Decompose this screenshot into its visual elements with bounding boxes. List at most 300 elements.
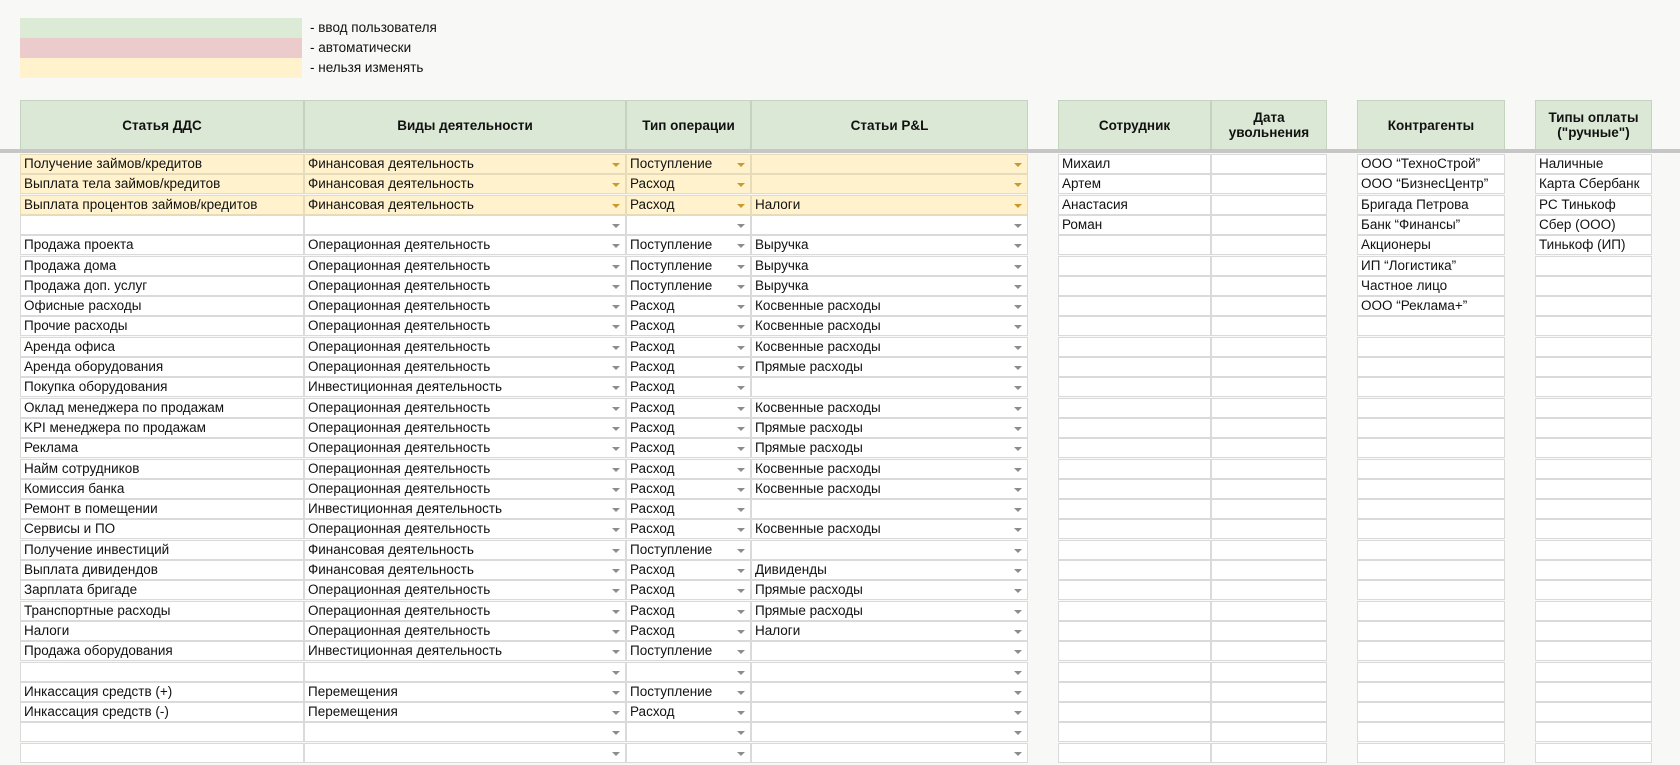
dropdown-arrow-icon[interactable] xyxy=(612,407,620,411)
cell-dds[interactable] xyxy=(20,580,304,600)
cell-activity[interactable] xyxy=(304,560,626,580)
dropdown-arrow-icon[interactable] xyxy=(1014,711,1022,715)
dropdown-arrow-icon[interactable] xyxy=(737,183,745,187)
cell-counterparty[interactable] xyxy=(1357,459,1505,479)
cell-dds[interactable] xyxy=(20,438,304,458)
cell-optype[interactable] xyxy=(626,621,751,641)
dropdown-arrow-icon[interactable] xyxy=(737,650,745,654)
cell-optype[interactable] xyxy=(626,519,751,539)
dropdown-arrow-icon[interactable] xyxy=(1014,569,1022,573)
cell-pl[interactable] xyxy=(751,154,1028,174)
cell-dds[interactable] xyxy=(20,174,304,194)
cell-employee[interactable] xyxy=(1058,377,1211,397)
dropdown-arrow-icon[interactable] xyxy=(612,528,620,532)
cell-employee[interactable] xyxy=(1058,296,1211,316)
cell-employee[interactable] xyxy=(1058,398,1211,418)
cell-employee[interactable] xyxy=(1058,195,1211,215)
dropdown-arrow-icon[interactable] xyxy=(1014,528,1022,532)
cell-optype[interactable] xyxy=(626,316,751,336)
cell-employee[interactable] xyxy=(1058,438,1211,458)
dropdown-arrow-icon[interactable] xyxy=(1014,244,1022,248)
dropdown-arrow-icon[interactable] xyxy=(1014,549,1022,553)
cell-dds[interactable] xyxy=(20,154,304,174)
cell-pl[interactable] xyxy=(751,540,1028,560)
cell-activity[interactable] xyxy=(304,743,626,763)
cell-dismissal[interactable] xyxy=(1211,682,1327,702)
cell-dds[interactable] xyxy=(20,621,304,641)
cell-payment-type[interactable] xyxy=(1535,722,1652,742)
cell-pl[interactable] xyxy=(751,235,1028,255)
dropdown-arrow-icon[interactable] xyxy=(1014,366,1022,370)
cell-employee[interactable] xyxy=(1058,316,1211,336)
cell-optype[interactable] xyxy=(626,215,751,235)
cell-dismissal[interactable] xyxy=(1211,459,1327,479)
dropdown-arrow-icon[interactable] xyxy=(1014,407,1022,411)
dropdown-arrow-icon[interactable] xyxy=(1014,447,1022,451)
dropdown-arrow-icon[interactable] xyxy=(1014,691,1022,695)
header-dds[interactable]: Статья ДДС xyxy=(20,100,304,150)
dropdown-arrow-icon[interactable] xyxy=(737,305,745,309)
dropdown-arrow-icon[interactable] xyxy=(737,589,745,593)
dropdown-arrow-icon[interactable] xyxy=(1014,163,1022,167)
cell-pl[interactable] xyxy=(751,377,1028,397)
cell-activity[interactable] xyxy=(304,438,626,458)
dropdown-arrow-icon[interactable] xyxy=(1014,671,1022,675)
cell-employee[interactable] xyxy=(1058,621,1211,641)
cell-dismissal[interactable] xyxy=(1211,418,1327,438)
cell-optype[interactable] xyxy=(626,743,751,763)
dropdown-arrow-icon[interactable] xyxy=(737,285,745,289)
cell-employee[interactable] xyxy=(1058,154,1211,174)
cell-optype[interactable] xyxy=(626,601,751,621)
cell-pl[interactable] xyxy=(751,743,1028,763)
cell-payment-type[interactable] xyxy=(1535,499,1652,519)
cell-counterparty[interactable] xyxy=(1357,621,1505,641)
cell-dismissal[interactable] xyxy=(1211,398,1327,418)
dropdown-arrow-icon[interactable] xyxy=(612,285,620,289)
cell-pl[interactable] xyxy=(751,641,1028,661)
cell-activity[interactable] xyxy=(304,621,626,641)
header-counterparties[interactable]: Контрагенты xyxy=(1357,100,1505,150)
cell-pl[interactable] xyxy=(751,662,1028,682)
dropdown-arrow-icon[interactable] xyxy=(1014,325,1022,329)
cell-pl[interactable] xyxy=(751,195,1028,215)
dropdown-arrow-icon[interactable] xyxy=(737,224,745,228)
dropdown-arrow-icon[interactable] xyxy=(612,671,620,675)
cell-counterparty[interactable] xyxy=(1357,540,1505,560)
dropdown-arrow-icon[interactable] xyxy=(737,671,745,675)
dropdown-arrow-icon[interactable] xyxy=(737,508,745,512)
cell-counterparty[interactable] xyxy=(1357,154,1505,174)
cell-dds[interactable] xyxy=(20,702,304,722)
dropdown-arrow-icon[interactable] xyxy=(737,610,745,614)
cell-activity[interactable] xyxy=(304,459,626,479)
dropdown-arrow-icon[interactable] xyxy=(737,427,745,431)
cell-activity[interactable] xyxy=(304,215,626,235)
cell-activity[interactable] xyxy=(304,174,626,194)
dropdown-arrow-icon[interactable] xyxy=(1014,204,1022,208)
dropdown-arrow-icon[interactable] xyxy=(737,549,745,553)
cell-employee[interactable] xyxy=(1058,215,1211,235)
cell-activity[interactable] xyxy=(304,357,626,377)
cell-dismissal[interactable] xyxy=(1211,560,1327,580)
dropdown-arrow-icon[interactable] xyxy=(612,731,620,735)
cell-dismissal[interactable] xyxy=(1211,195,1327,215)
dropdown-arrow-icon[interactable] xyxy=(1014,610,1022,614)
cell-activity[interactable] xyxy=(304,479,626,499)
cell-payment-type[interactable] xyxy=(1535,438,1652,458)
cell-employee[interactable] xyxy=(1058,418,1211,438)
cell-counterparty[interactable] xyxy=(1357,580,1505,600)
dropdown-arrow-icon[interactable] xyxy=(1014,752,1022,756)
cell-payment-type[interactable] xyxy=(1535,580,1652,600)
cell-pl[interactable] xyxy=(751,398,1028,418)
dropdown-arrow-icon[interactable] xyxy=(1014,224,1022,228)
cell-employee[interactable] xyxy=(1058,641,1211,661)
cell-pl[interactable] xyxy=(751,459,1028,479)
cell-payment-type[interactable] xyxy=(1535,560,1652,580)
cell-dds[interactable] xyxy=(20,459,304,479)
cell-optype[interactable] xyxy=(626,662,751,682)
dropdown-arrow-icon[interactable] xyxy=(612,183,620,187)
cell-activity[interactable] xyxy=(304,296,626,316)
cell-optype[interactable] xyxy=(626,154,751,174)
dropdown-arrow-icon[interactable] xyxy=(1014,630,1022,634)
cell-pl[interactable] xyxy=(751,337,1028,357)
dropdown-arrow-icon[interactable] xyxy=(612,204,620,208)
cell-pl[interactable] xyxy=(751,601,1028,621)
cell-activity[interactable] xyxy=(304,519,626,539)
dropdown-arrow-icon[interactable] xyxy=(737,468,745,472)
cell-payment-type[interactable] xyxy=(1535,256,1652,276)
cell-dds[interactable] xyxy=(20,641,304,661)
cell-dds[interactable] xyxy=(20,519,304,539)
cell-dismissal[interactable] xyxy=(1211,377,1327,397)
dropdown-arrow-icon[interactable] xyxy=(612,447,620,451)
header-dismissal[interactable]: Дата увольнения xyxy=(1211,100,1327,150)
cell-payment-type[interactable] xyxy=(1535,296,1652,316)
cell-dismissal[interactable] xyxy=(1211,580,1327,600)
cell-counterparty[interactable] xyxy=(1357,215,1505,235)
cell-pl[interactable] xyxy=(751,580,1028,600)
cell-counterparty[interactable] xyxy=(1357,256,1505,276)
cell-optype[interactable] xyxy=(626,722,751,742)
cell-pl[interactable] xyxy=(751,276,1028,296)
cell-dds[interactable] xyxy=(20,418,304,438)
dropdown-arrow-icon[interactable] xyxy=(612,610,620,614)
cell-dismissal[interactable] xyxy=(1211,540,1327,560)
cell-payment-type[interactable] xyxy=(1535,377,1652,397)
dropdown-arrow-icon[interactable] xyxy=(1014,589,1022,593)
header-pl[interactable]: Статьи P&L xyxy=(751,100,1028,150)
cell-optype[interactable] xyxy=(626,682,751,702)
cell-activity[interactable] xyxy=(304,722,626,742)
header-payment-types[interactable]: Типы оплаты ("ручные") xyxy=(1535,100,1652,150)
dropdown-arrow-icon[interactable] xyxy=(737,366,745,370)
cell-payment-type[interactable] xyxy=(1535,398,1652,418)
cell-employee[interactable] xyxy=(1058,479,1211,499)
dropdown-arrow-icon[interactable] xyxy=(612,711,620,715)
cell-counterparty[interactable] xyxy=(1357,195,1505,215)
dropdown-arrow-icon[interactable] xyxy=(612,244,620,248)
cell-employee[interactable] xyxy=(1058,560,1211,580)
cell-pl[interactable] xyxy=(751,296,1028,316)
dropdown-arrow-icon[interactable] xyxy=(1014,731,1022,735)
dropdown-arrow-icon[interactable] xyxy=(612,325,620,329)
cell-payment-type[interactable] xyxy=(1535,621,1652,641)
cell-pl[interactable] xyxy=(751,418,1028,438)
cell-employee[interactable] xyxy=(1058,499,1211,519)
cell-employee[interactable] xyxy=(1058,256,1211,276)
cell-optype[interactable] xyxy=(626,398,751,418)
cell-dismissal[interactable] xyxy=(1211,743,1327,763)
cell-dds[interactable] xyxy=(20,337,304,357)
dropdown-arrow-icon[interactable] xyxy=(1014,650,1022,654)
cell-optype[interactable] xyxy=(626,459,751,479)
cell-counterparty[interactable] xyxy=(1357,743,1505,763)
cell-payment-type[interactable] xyxy=(1535,215,1652,235)
cell-optype[interactable] xyxy=(626,296,751,316)
cell-dds[interactable] xyxy=(20,256,304,276)
dropdown-arrow-icon[interactable] xyxy=(612,265,620,269)
dropdown-arrow-icon[interactable] xyxy=(612,366,620,370)
cell-counterparty[interactable] xyxy=(1357,316,1505,336)
cell-activity[interactable] xyxy=(304,641,626,661)
cell-optype[interactable] xyxy=(626,702,751,722)
cell-payment-type[interactable] xyxy=(1535,479,1652,499)
dropdown-arrow-icon[interactable] xyxy=(737,528,745,532)
dropdown-arrow-icon[interactable] xyxy=(737,711,745,715)
dropdown-arrow-icon[interactable] xyxy=(737,265,745,269)
cell-payment-type[interactable] xyxy=(1535,154,1652,174)
cell-activity[interactable] xyxy=(304,256,626,276)
dropdown-arrow-icon[interactable] xyxy=(612,427,620,431)
cell-pl[interactable] xyxy=(751,519,1028,539)
cell-employee[interactable] xyxy=(1058,276,1211,296)
cell-dismissal[interactable] xyxy=(1211,337,1327,357)
cell-dismissal[interactable] xyxy=(1211,296,1327,316)
cell-dds[interactable] xyxy=(20,195,304,215)
dropdown-arrow-icon[interactable] xyxy=(1014,346,1022,350)
cell-counterparty[interactable] xyxy=(1357,519,1505,539)
cell-payment-type[interactable] xyxy=(1535,316,1652,336)
cell-pl[interactable] xyxy=(751,722,1028,742)
cell-dismissal[interactable] xyxy=(1211,235,1327,255)
cell-payment-type[interactable] xyxy=(1535,276,1652,296)
cell-optype[interactable] xyxy=(626,195,751,215)
cell-activity[interactable] xyxy=(304,540,626,560)
cell-counterparty[interactable] xyxy=(1357,296,1505,316)
cell-activity[interactable] xyxy=(304,154,626,174)
cell-counterparty[interactable] xyxy=(1357,702,1505,722)
cell-dismissal[interactable] xyxy=(1211,154,1327,174)
cell-counterparty[interactable] xyxy=(1357,276,1505,296)
cell-dds[interactable] xyxy=(20,722,304,742)
cell-dds[interactable] xyxy=(20,662,304,682)
dropdown-arrow-icon[interactable] xyxy=(612,305,620,309)
cell-optype[interactable] xyxy=(626,235,751,255)
cell-activity[interactable] xyxy=(304,418,626,438)
dropdown-arrow-icon[interactable] xyxy=(612,163,620,167)
cell-dismissal[interactable] xyxy=(1211,722,1327,742)
dropdown-arrow-icon[interactable] xyxy=(1014,305,1022,309)
cell-payment-type[interactable] xyxy=(1535,601,1652,621)
cell-payment-type[interactable] xyxy=(1535,682,1652,702)
cell-payment-type[interactable] xyxy=(1535,662,1652,682)
cell-activity[interactable] xyxy=(304,195,626,215)
cell-payment-type[interactable] xyxy=(1535,337,1652,357)
cell-dismissal[interactable] xyxy=(1211,276,1327,296)
cell-dds[interactable] xyxy=(20,276,304,296)
cell-employee[interactable] xyxy=(1058,682,1211,702)
cell-pl[interactable] xyxy=(751,438,1028,458)
cell-dismissal[interactable] xyxy=(1211,499,1327,519)
dropdown-arrow-icon[interactable] xyxy=(612,630,620,634)
cell-activity[interactable] xyxy=(304,276,626,296)
cell-payment-type[interactable] xyxy=(1535,519,1652,539)
cell-activity[interactable] xyxy=(304,398,626,418)
cell-activity[interactable] xyxy=(304,316,626,336)
cell-optype[interactable] xyxy=(626,418,751,438)
cell-activity[interactable] xyxy=(304,377,626,397)
cell-dds[interactable] xyxy=(20,499,304,519)
cell-optype[interactable] xyxy=(626,560,751,580)
cell-dds[interactable] xyxy=(20,215,304,235)
dropdown-arrow-icon[interactable] xyxy=(737,204,745,208)
dropdown-arrow-icon[interactable] xyxy=(737,731,745,735)
cell-pl[interactable] xyxy=(751,256,1028,276)
cell-optype[interactable] xyxy=(626,174,751,194)
dropdown-arrow-icon[interactable] xyxy=(737,447,745,451)
dropdown-arrow-icon[interactable] xyxy=(612,589,620,593)
cell-dds[interactable] xyxy=(20,560,304,580)
dropdown-arrow-icon[interactable] xyxy=(1014,265,1022,269)
cell-activity[interactable] xyxy=(304,682,626,702)
cell-activity[interactable] xyxy=(304,662,626,682)
cell-employee[interactable] xyxy=(1058,580,1211,600)
cell-dds[interactable] xyxy=(20,398,304,418)
cell-activity[interactable] xyxy=(304,337,626,357)
dropdown-arrow-icon[interactable] xyxy=(612,549,620,553)
cell-dismissal[interactable] xyxy=(1211,256,1327,276)
cell-counterparty[interactable] xyxy=(1357,438,1505,458)
cell-dismissal[interactable] xyxy=(1211,357,1327,377)
cell-dismissal[interactable] xyxy=(1211,662,1327,682)
cell-counterparty[interactable] xyxy=(1357,174,1505,194)
cell-employee[interactable] xyxy=(1058,662,1211,682)
cell-counterparty[interactable] xyxy=(1357,337,1505,357)
dropdown-arrow-icon[interactable] xyxy=(1014,427,1022,431)
cell-optype[interactable] xyxy=(626,641,751,661)
cell-dismissal[interactable] xyxy=(1211,479,1327,499)
cell-payment-type[interactable] xyxy=(1535,174,1652,194)
cell-payment-type[interactable] xyxy=(1535,459,1652,479)
cell-employee[interactable] xyxy=(1058,540,1211,560)
dropdown-arrow-icon[interactable] xyxy=(737,346,745,350)
cell-payment-type[interactable] xyxy=(1535,357,1652,377)
cell-payment-type[interactable] xyxy=(1535,195,1652,215)
cell-optype[interactable] xyxy=(626,357,751,377)
cell-dismissal[interactable] xyxy=(1211,621,1327,641)
cell-optype[interactable] xyxy=(626,276,751,296)
cell-payment-type[interactable] xyxy=(1535,743,1652,763)
cell-counterparty[interactable] xyxy=(1357,418,1505,438)
cell-dds[interactable] xyxy=(20,682,304,702)
cell-dismissal[interactable] xyxy=(1211,641,1327,661)
dropdown-arrow-icon[interactable] xyxy=(612,386,620,390)
cell-pl[interactable] xyxy=(751,479,1028,499)
cell-employee[interactable] xyxy=(1058,743,1211,763)
cell-payment-type[interactable] xyxy=(1535,418,1652,438)
cell-dds[interactable] xyxy=(20,235,304,255)
cell-pl[interactable] xyxy=(751,316,1028,336)
cell-optype[interactable] xyxy=(626,438,751,458)
dropdown-arrow-icon[interactable] xyxy=(737,752,745,756)
cell-counterparty[interactable] xyxy=(1357,377,1505,397)
dropdown-arrow-icon[interactable] xyxy=(612,468,620,472)
dropdown-arrow-icon[interactable] xyxy=(1014,285,1022,289)
cell-counterparty[interactable] xyxy=(1357,398,1505,418)
cell-employee[interactable] xyxy=(1058,357,1211,377)
cell-counterparty[interactable] xyxy=(1357,641,1505,661)
cell-activity[interactable] xyxy=(304,499,626,519)
cell-optype[interactable] xyxy=(626,580,751,600)
cell-employee[interactable] xyxy=(1058,235,1211,255)
dropdown-arrow-icon[interactable] xyxy=(737,691,745,695)
cell-counterparty[interactable] xyxy=(1357,722,1505,742)
dropdown-arrow-icon[interactable] xyxy=(612,691,620,695)
cell-dds[interactable] xyxy=(20,316,304,336)
cell-dismissal[interactable] xyxy=(1211,601,1327,621)
cell-optype[interactable] xyxy=(626,337,751,357)
cell-dismissal[interactable] xyxy=(1211,702,1327,722)
cell-employee[interactable] xyxy=(1058,702,1211,722)
cell-pl[interactable] xyxy=(751,215,1028,235)
cell-activity[interactable] xyxy=(304,601,626,621)
dropdown-arrow-icon[interactable] xyxy=(612,650,620,654)
cell-employee[interactable] xyxy=(1058,459,1211,479)
cell-counterparty[interactable] xyxy=(1357,357,1505,377)
dropdown-arrow-icon[interactable] xyxy=(612,569,620,573)
dropdown-arrow-icon[interactable] xyxy=(1014,508,1022,512)
cell-pl[interactable] xyxy=(751,702,1028,722)
cell-dds[interactable] xyxy=(20,479,304,499)
dropdown-arrow-icon[interactable] xyxy=(737,630,745,634)
cell-dds[interactable] xyxy=(20,357,304,377)
cell-dds[interactable] xyxy=(20,743,304,763)
dropdown-arrow-icon[interactable] xyxy=(737,244,745,248)
dropdown-arrow-icon[interactable] xyxy=(737,325,745,329)
cell-payment-type[interactable] xyxy=(1535,235,1652,255)
dropdown-arrow-icon[interactable] xyxy=(1014,488,1022,492)
cell-dismissal[interactable] xyxy=(1211,519,1327,539)
cell-optype[interactable] xyxy=(626,540,751,560)
cell-payment-type[interactable] xyxy=(1535,702,1652,722)
cell-optype[interactable] xyxy=(626,377,751,397)
cell-dds[interactable] xyxy=(20,296,304,316)
dropdown-arrow-icon[interactable] xyxy=(612,508,620,512)
cell-counterparty[interactable] xyxy=(1357,682,1505,702)
cell-employee[interactable] xyxy=(1058,174,1211,194)
cell-counterparty[interactable] xyxy=(1357,499,1505,519)
dropdown-arrow-icon[interactable] xyxy=(1014,468,1022,472)
header-employee[interactable]: Сотрудник xyxy=(1058,100,1211,150)
cell-payment-type[interactable] xyxy=(1535,540,1652,560)
dropdown-arrow-icon[interactable] xyxy=(612,752,620,756)
cell-activity[interactable] xyxy=(304,580,626,600)
header-activity[interactable]: Виды деятельности xyxy=(304,100,626,150)
cell-pl[interactable] xyxy=(751,682,1028,702)
